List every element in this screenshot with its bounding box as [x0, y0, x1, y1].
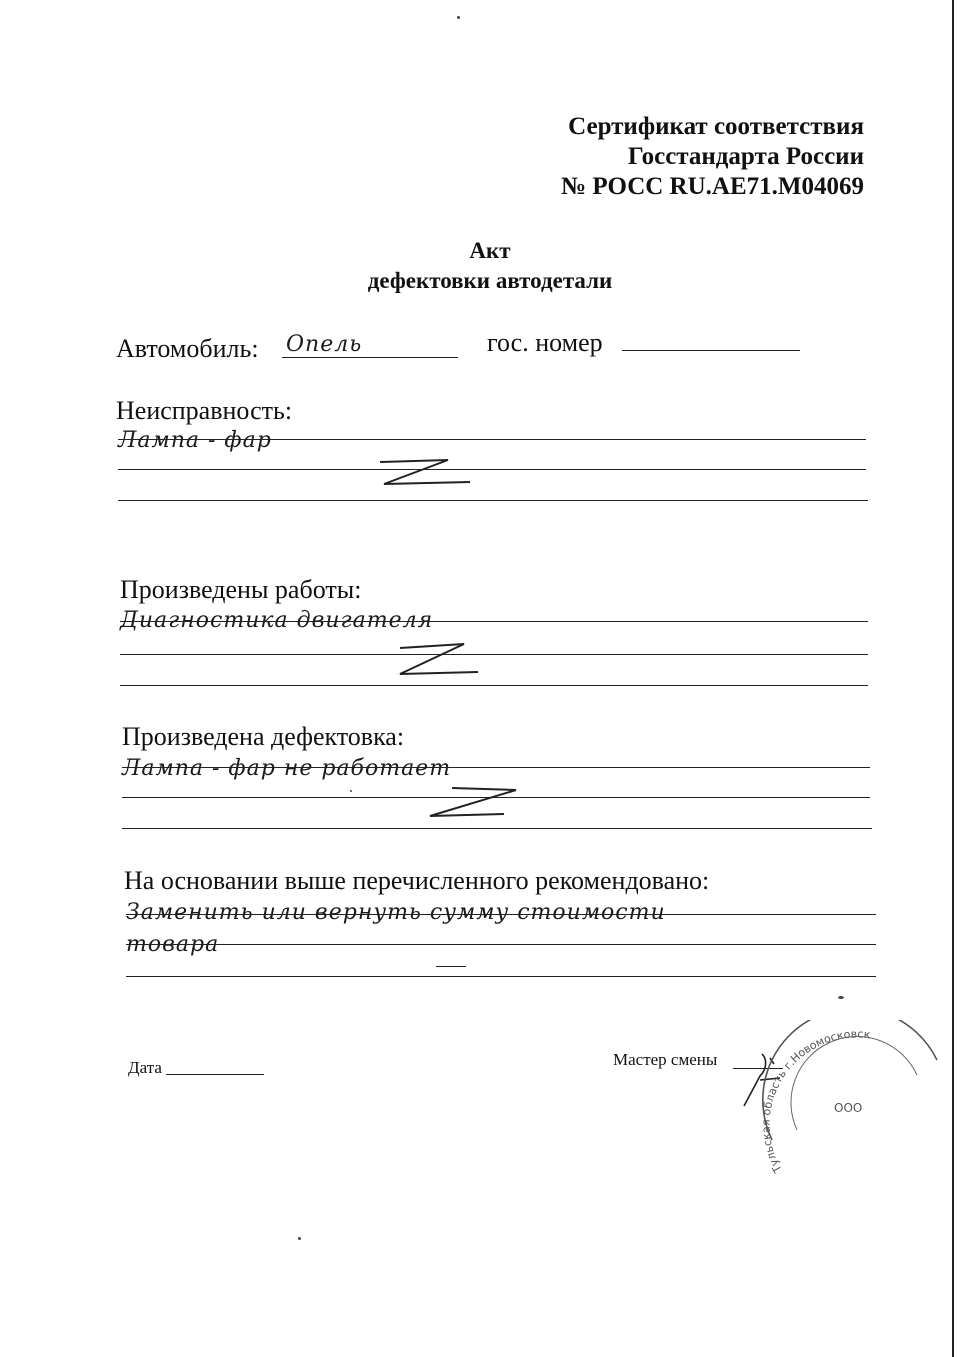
act-subtitle: дефектовки автодетали	[367, 268, 613, 293]
certificate-block	[561, 112, 864, 202]
works-line-3	[120, 685, 868, 686]
page-edge	[952, 0, 954, 1357]
works-value[interactable]: Диагностика двигателя	[120, 608, 434, 633]
certificate-line-1: Сертификат соответствия	[568, 113, 864, 140]
svg-text:ООО: ООО	[834, 1101, 863, 1115]
act-title: Акт	[469, 238, 511, 263]
recommendation-line-3	[126, 976, 876, 977]
defect-check-label: Произведена дефектовка:	[122, 722, 405, 751]
car-field-line	[282, 357, 458, 358]
fault-line-1	[118, 439, 866, 440]
fault-value[interactable]: Лампа - фар	[118, 428, 272, 453]
scan-speck	[457, 16, 460, 19]
strike-z-mark	[394, 640, 484, 680]
plate-field-line	[622, 350, 800, 351]
recommendation-line-2	[126, 944, 876, 945]
strike-z-mark	[424, 780, 524, 822]
defect-check-line-3	[122, 828, 872, 829]
scan-speck	[298, 1237, 301, 1240]
date-field-line	[166, 1074, 264, 1075]
defect-check-value[interactable]: Лампа - фар не работает	[122, 756, 452, 781]
defect-check-line-1	[122, 767, 870, 768]
company-stamp-seal	[742, 1020, 952, 1195]
scan-speck	[350, 790, 352, 792]
dash-mark	[436, 966, 466, 967]
svg-text:Тульская область г.Новомосковс: Тульская область г.Новомосковск	[759, 1027, 872, 1175]
certificate-line-2: Госстандарта России	[627, 143, 864, 170]
fault-line-2	[118, 469, 866, 470]
works-line-2	[120, 654, 868, 655]
works-line-1	[120, 621, 868, 622]
strike-z-mark	[376, 456, 476, 492]
fault-label: Неисправность:	[116, 396, 293, 425]
act-title-block	[0, 236, 960, 296]
works-label: Произведены работы:	[120, 575, 362, 604]
recommendation-value-line-2[interactable]: товара	[126, 932, 220, 957]
master-label: Мастер смены	[613, 1050, 718, 1069]
car-label: Автомобиль:	[116, 334, 259, 363]
recommendation-value-line-1[interactable]: Заменить или вернуть сумму стоимости	[126, 900, 666, 925]
recommendation-line-1	[126, 914, 876, 915]
scan-speck	[838, 996, 844, 999]
date-label: Дата	[128, 1058, 162, 1077]
fault-line-3	[118, 500, 868, 501]
car-value[interactable]: Опель	[286, 332, 363, 357]
certificate-line-3: № РОСС RU.AE71.M04069	[560, 173, 864, 200]
plate-label: гос. номер	[487, 328, 603, 357]
recommendation-label: На основании выше перечисленного рекомендовано:	[124, 866, 710, 895]
